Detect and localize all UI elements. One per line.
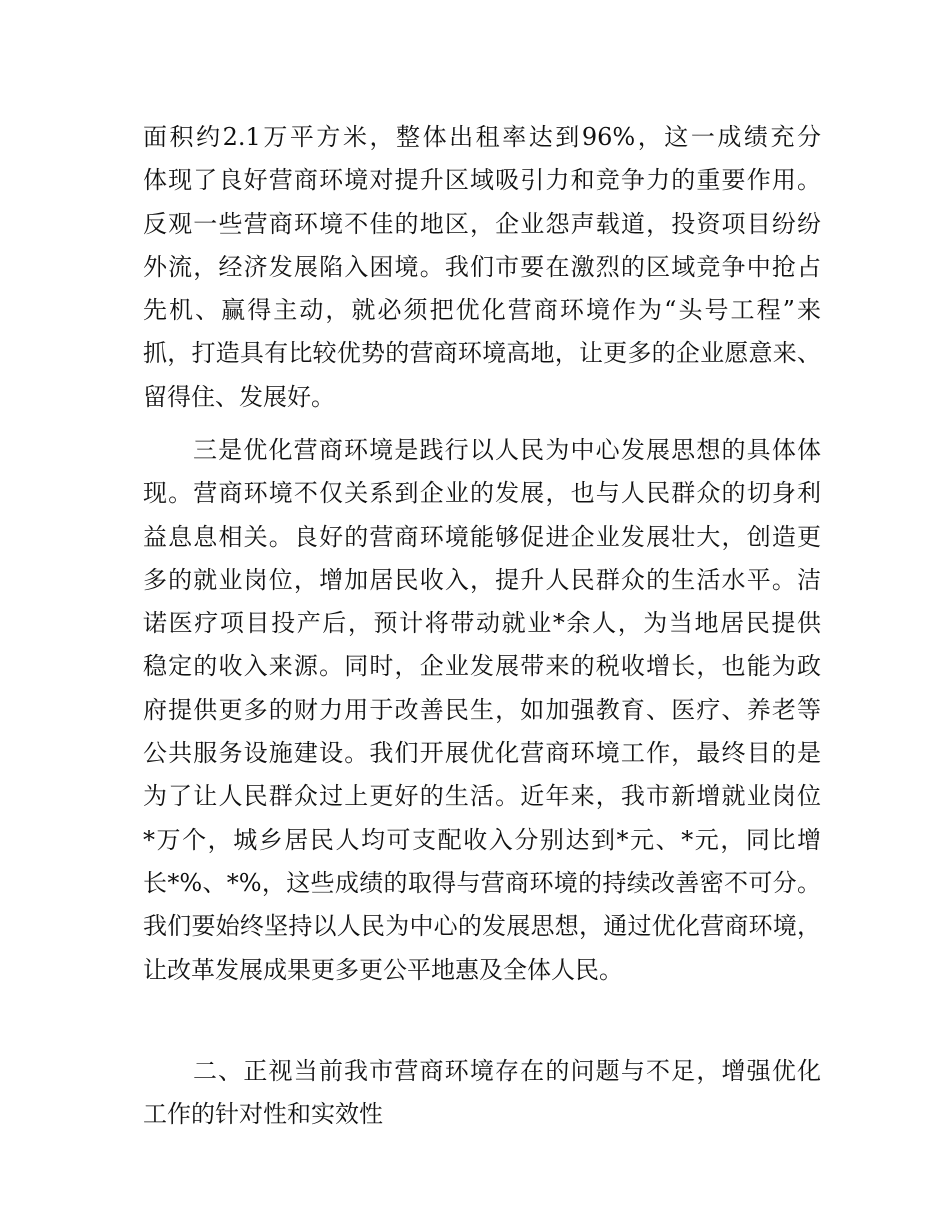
text-line: 让改革发展成果更多更公平地惠及全体人民。	[143, 955, 623, 984]
text-line: 为了让人民群众过上更好的生活。近年来，我市新增就业岗位	[143, 782, 821, 811]
text-line: 我们要始终坚持以人民为中心的发展思想，通过优化营商环境，	[143, 912, 821, 941]
text-line: 留得住、发展好。	[143, 382, 335, 411]
text-line: 现。营商环境不仅关系到企业的发展，也与人民群众的切身利	[143, 479, 821, 508]
text-line: 外流，经济发展陷入困境。我们市要在激烈的区域竞争中抢占	[143, 252, 821, 281]
text-line: 公共服务设施建设。我们开展优化营商环境工作，最终目的是	[143, 739, 821, 768]
text-line: 诺医疗项目投产后，预计将带动就业*余人，为当地居民提供	[143, 609, 821, 638]
text-line: 长*%、*%，这些成绩的取得与营商环境的持续改善密不可分。	[143, 868, 821, 897]
text-line: 稳定的收入来源。同时，企业发展带来的税收增长，也能为政	[143, 652, 821, 681]
text-line: 抓，打造具有比较优势的营商环境高地，让更多的企业愿意来、	[143, 339, 821, 368]
text-line: 三是优化营商环境是践行以人民为中心发展思想的具体体	[193, 436, 821, 464]
paragraph-people-centered-development	[143, 429, 821, 992]
text-line: 多的就业岗位，增加居民收入，提升人民群众的生活水平。洁	[143, 565, 821, 594]
text-line: 反观一些营商环境不佳的地区，企业怨声载道，投资项目纷纷	[143, 209, 821, 238]
text-line: 体现了良好营商环境对提升区域吸引力和竞争力的重要作用。	[143, 166, 821, 195]
text-line: 二、正视当前我市营商环境存在的问题与不足，增强优化	[193, 1057, 821, 1085]
text-line: 先机、赢得主动，就必须把优化营商环境作为“头号工程”来	[143, 296, 821, 325]
text-line: *万个，城乡居民人均可支配收入分别达到*元、*元，同比增	[143, 825, 821, 854]
text-line: 面积约2.1万平方米，整体出租率达到96%，这一成绩充分	[143, 123, 821, 151]
text-line: 益息息相关。良好的营商环境能够促进企业发展壮大，创造更	[143, 522, 821, 551]
text-line: 工作的针对性和实效性	[143, 1100, 383, 1129]
paragraph-business-environment-competitiveness	[143, 116, 821, 419]
text-line: 府提供更多的财力用于改善民生，如加强教育、医疗、养老等	[143, 695, 821, 724]
section-heading-problems-and-shortcomings	[143, 1050, 821, 1137]
